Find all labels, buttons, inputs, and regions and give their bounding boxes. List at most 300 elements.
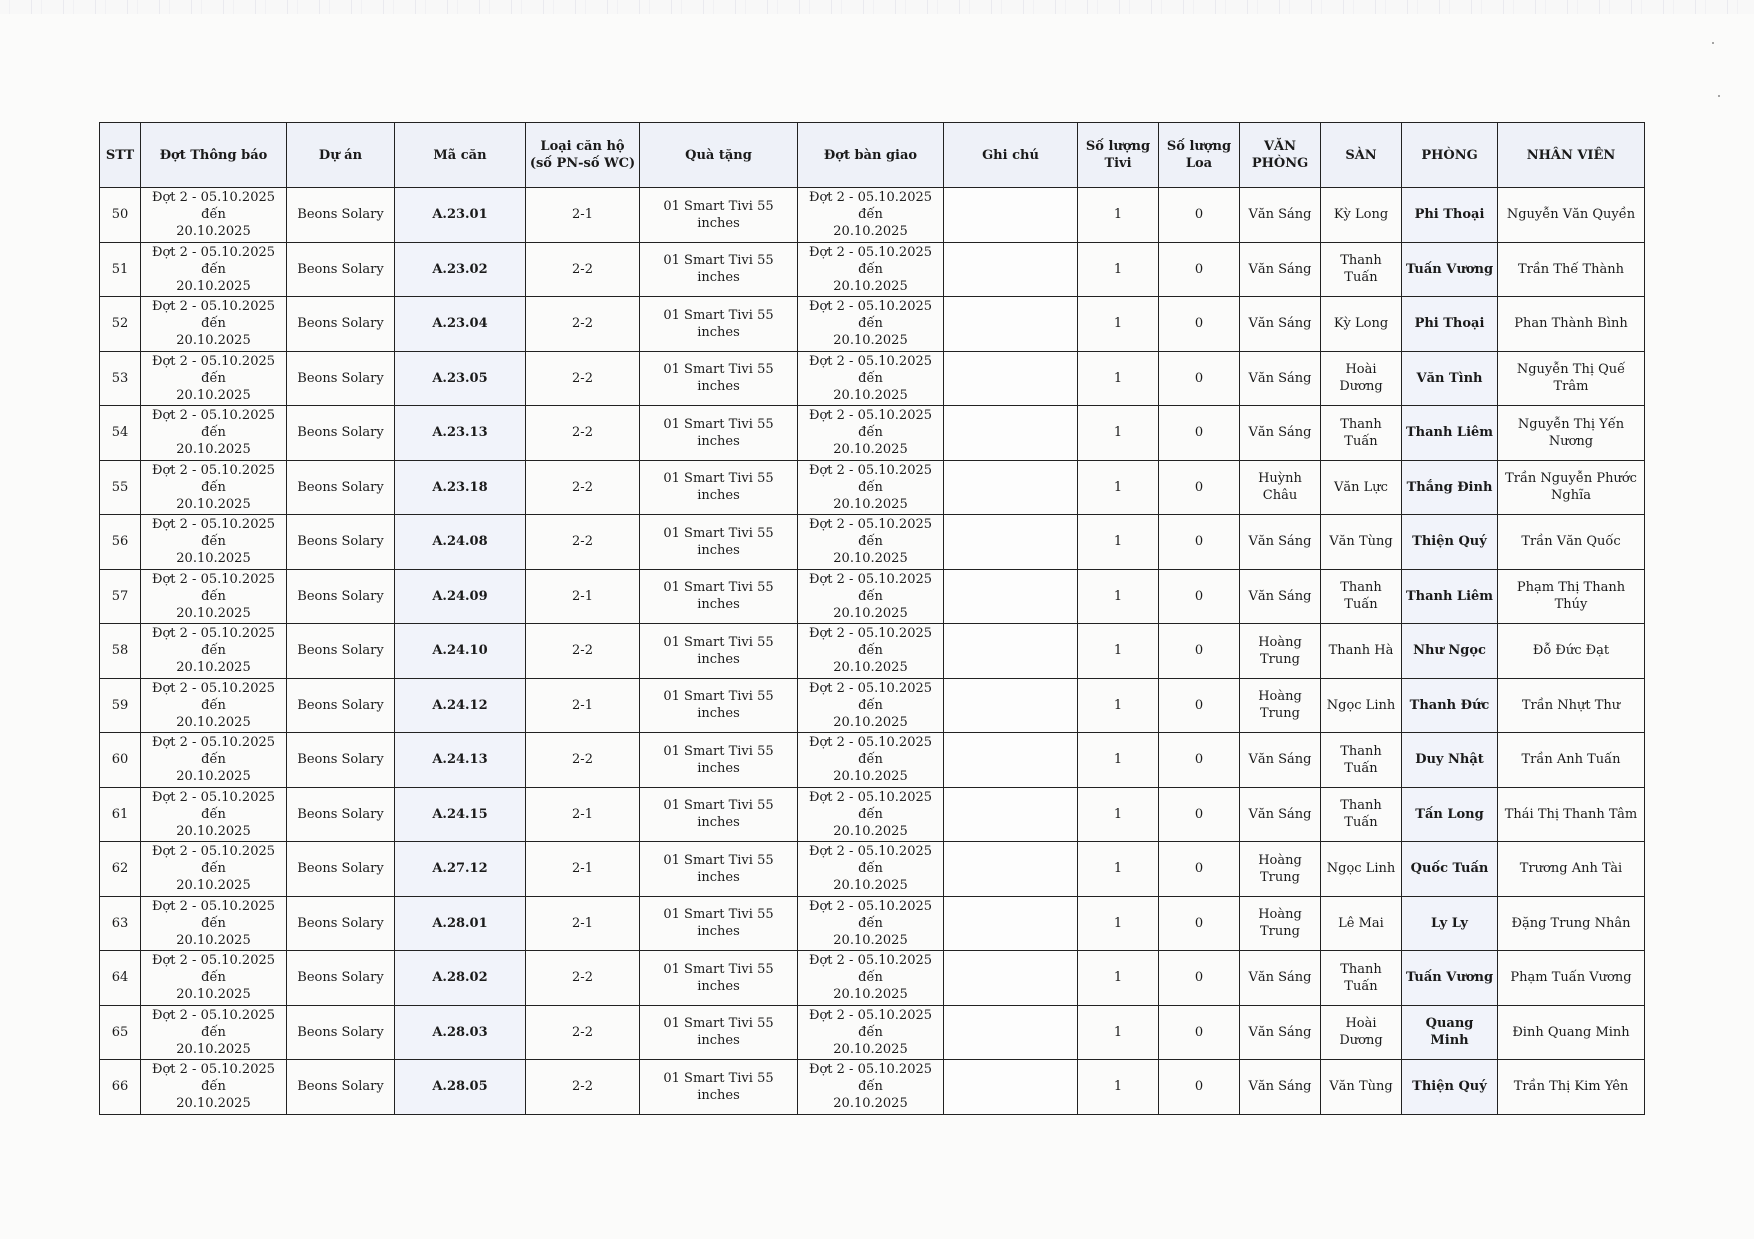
cell-handover: [798, 242, 944, 297]
cell-wave-line2: 20.10.2025: [176, 660, 251, 676]
cell-project: Beons Solary: [287, 787, 395, 842]
cell-speaker-qty: 0: [1159, 951, 1240, 1006]
cell-speaker-qty: 0: [1159, 515, 1240, 570]
cell-floor: Ngọc Linh: [1321, 842, 1402, 897]
cell-floor: Kỳ Long: [1321, 188, 1402, 243]
cell-office: Văn Sáng: [1240, 1005, 1321, 1060]
cell-unit-type: 2-1: [526, 569, 640, 624]
cell-wave-line1: Đợt 2 - 05.10.2025 đến: [151, 680, 276, 713]
cell-wave-line2: 20.10.2025: [176, 1096, 251, 1112]
cell-handover-line1: Đợt 2 - 05.10.2025 đến: [808, 1007, 933, 1040]
cell-stt: 53: [100, 351, 141, 406]
cell-project: Beons Solary: [287, 351, 395, 406]
cell-floor: Lê Mai: [1321, 896, 1402, 951]
cell-stt: 50: [100, 188, 141, 243]
cell-tv-qty: 1: [1078, 297, 1159, 352]
cell-wave-line1: Đợt 2 - 05.10.2025 đến: [151, 190, 276, 223]
cell-handover-line1: Đợt 2 - 05.10.2025 đến: [808, 299, 933, 332]
cell-room: Thiện Quý: [1402, 515, 1498, 570]
cell-staff: Phạm Tuấn Vương: [1498, 951, 1645, 1006]
cell-note: [944, 624, 1078, 679]
header-tv-qty-line2: Tivi: [1104, 156, 1132, 171]
cell-note: [944, 188, 1078, 243]
cell-wave: [141, 678, 287, 733]
cell-gift: 01 Smart Tivi 55 inches: [640, 297, 798, 352]
cell-project: Beons Solary: [287, 951, 395, 1006]
cell-unit-code: A.28.02: [395, 951, 526, 1006]
cell-unit-code: A.23.13: [395, 406, 526, 461]
cell-unit-code: A.28.05: [395, 1060, 526, 1115]
cell-unit-type: 2-2: [526, 1005, 640, 1060]
cell-handover: [798, 842, 944, 897]
cell-handover-line2: 20.10.2025: [833, 823, 908, 839]
cell-room: Ly Ly: [1402, 896, 1498, 951]
cell-project: Beons Solary: [287, 678, 395, 733]
cell-speaker-qty: 0: [1159, 460, 1240, 515]
cell-project: Beons Solary: [287, 460, 395, 515]
cell-stt: 60: [100, 733, 141, 788]
cell-stt: 65: [100, 1005, 141, 1060]
cell-project: Beons Solary: [287, 624, 395, 679]
cell-handover-line2: 20.10.2025: [833, 714, 908, 730]
cell-office: Hoàng Trung: [1240, 624, 1321, 679]
cell-unit-code: A.24.12: [395, 678, 526, 733]
cell-wave-line1: Đợt 2 - 05.10.2025 đến: [151, 353, 276, 386]
cell-handover-line2: 20.10.2025: [833, 769, 908, 785]
cell-tv-qty: 1: [1078, 188, 1159, 243]
cell-handover: [798, 1060, 944, 1115]
cell-tv-qty: 1: [1078, 1005, 1159, 1060]
cell-wave-line1: Đợt 2 - 05.10.2025 đến: [151, 844, 276, 877]
cell-gift: 01 Smart Tivi 55 inches: [640, 678, 798, 733]
cell-room: Thắng Đinh: [1402, 460, 1498, 515]
cell-wave: [141, 842, 287, 897]
cell-wave-line2: 20.10.2025: [176, 278, 251, 294]
header-row: [100, 123, 1645, 188]
header-floor: SÀN: [1321, 123, 1402, 188]
cell-wave-line2: 20.10.2025: [176, 496, 251, 512]
cell-handover: [798, 678, 944, 733]
cell-unit-type: 2-2: [526, 733, 640, 788]
cell-handover-line1: Đợt 2 - 05.10.2025 đến: [808, 571, 933, 604]
cell-unit-type: 2-2: [526, 951, 640, 1006]
cell-wave-line2: 20.10.2025: [176, 333, 251, 349]
cell-handover-line1: Đợt 2 - 05.10.2025 đến: [808, 953, 933, 986]
table-row: [100, 1060, 1645, 1115]
cell-gift: 01 Smart Tivi 55 inches: [640, 787, 798, 842]
cell-handover-line2: 20.10.2025: [833, 496, 908, 512]
cell-speaker-qty: 0: [1159, 569, 1240, 624]
cell-floor: Văn Tùng: [1321, 1060, 1402, 1115]
cell-unit-code: A.23.05: [395, 351, 526, 406]
cell-handover-line2: 20.10.2025: [833, 1096, 908, 1112]
cell-stt: 62: [100, 842, 141, 897]
cell-stt: 55: [100, 460, 141, 515]
table-row: [100, 624, 1645, 679]
scan-speck: [1718, 95, 1720, 97]
cell-floor: Thanh Tuấn: [1321, 951, 1402, 1006]
cell-room: Như Ngọc: [1402, 624, 1498, 679]
cell-handover: [798, 351, 944, 406]
cell-handover: [798, 515, 944, 570]
cell-tv-qty: 1: [1078, 624, 1159, 679]
cell-unit-code: A.27.12: [395, 842, 526, 897]
header-unit-type-line1: Loại căn hộ: [540, 139, 625, 154]
cell-gift: 01 Smart Tivi 55 inches: [640, 842, 798, 897]
cell-wave: [141, 1060, 287, 1115]
cell-gift: 01 Smart Tivi 55 inches: [640, 733, 798, 788]
header-staff: NHÂN VIÊN: [1498, 123, 1645, 188]
cell-unit-type: 2-1: [526, 896, 640, 951]
cell-tv-qty: 1: [1078, 896, 1159, 951]
cell-office: Văn Sáng: [1240, 406, 1321, 461]
cell-unit-code: A.24.10: [395, 624, 526, 679]
cell-wave-line2: 20.10.2025: [176, 1041, 251, 1057]
table-row: [100, 842, 1645, 897]
table-row: [100, 787, 1645, 842]
cell-wave: [141, 188, 287, 243]
header-gift: Quà tặng: [640, 123, 798, 188]
cell-unit-type: 2-1: [526, 842, 640, 897]
header-unit-type-line2: (số PN-số WC): [529, 156, 636, 171]
table-row: [100, 733, 1645, 788]
cell-speaker-qty: 0: [1159, 242, 1240, 297]
cell-wave-line1: Đợt 2 - 05.10.2025 đến: [151, 789, 276, 822]
cell-handover-line1: Đợt 2 - 05.10.2025 đến: [808, 1062, 933, 1095]
cell-tv-qty: 1: [1078, 678, 1159, 733]
cell-handover: [798, 406, 944, 461]
cell-wave: [141, 733, 287, 788]
cell-floor: Hoài Dương: [1321, 1005, 1402, 1060]
cell-note: [944, 678, 1078, 733]
cell-stt: 66: [100, 1060, 141, 1115]
cell-gift: 01 Smart Tivi 55 inches: [640, 515, 798, 570]
cell-gift: 01 Smart Tivi 55 inches: [640, 1005, 798, 1060]
cell-staff: Thái Thị Thanh Tâm: [1498, 787, 1645, 842]
cell-gift: 01 Smart Tivi 55 inches: [640, 896, 798, 951]
cell-handover-line2: 20.10.2025: [833, 987, 908, 1003]
header-note: Ghi chú: [944, 123, 1078, 188]
cell-room: Phi Thoại: [1402, 188, 1498, 243]
cell-handover: [798, 787, 944, 842]
cell-wave-line2: 20.10.2025: [176, 387, 251, 403]
cell-handover-line1: Đợt 2 - 05.10.2025 đến: [808, 789, 933, 822]
cell-handover-line2: 20.10.2025: [833, 333, 908, 349]
cell-wave-line2: 20.10.2025: [176, 551, 251, 567]
cell-handover-line1: Đợt 2 - 05.10.2025 đến: [808, 408, 933, 441]
cell-note: [944, 297, 1078, 352]
cell-staff: Nguyễn Thị Yến Nương: [1498, 406, 1645, 461]
cell-project: Beons Solary: [287, 515, 395, 570]
cell-office: Hoàng Trung: [1240, 678, 1321, 733]
cell-office: Văn Sáng: [1240, 951, 1321, 1006]
cell-wave-line1: Đợt 2 - 05.10.2025 đến: [151, 571, 276, 604]
cell-handover-line2: 20.10.2025: [833, 224, 908, 240]
cell-project: Beons Solary: [287, 1060, 395, 1115]
cell-handover-line2: 20.10.2025: [833, 605, 908, 621]
header-tv-qty: [1078, 123, 1159, 188]
table-row: [100, 460, 1645, 515]
cell-wave-line1: Đợt 2 - 05.10.2025 đến: [151, 1007, 276, 1040]
cell-tv-qty: 1: [1078, 515, 1159, 570]
cell-project: Beons Solary: [287, 297, 395, 352]
cell-floor: Thanh Hà: [1321, 624, 1402, 679]
cell-floor: Kỳ Long: [1321, 297, 1402, 352]
cell-staff: Đỗ Đức Đạt: [1498, 624, 1645, 679]
cell-wave-line1: Đợt 2 - 05.10.2025 đến: [151, 517, 276, 550]
table-row: [100, 896, 1645, 951]
cell-note: [944, 515, 1078, 570]
cell-gift: 01 Smart Tivi 55 inches: [640, 569, 798, 624]
cell-note: [944, 569, 1078, 624]
cell-staff: Trần Thế Thành: [1498, 242, 1645, 297]
cell-handover: [798, 733, 944, 788]
cell-wave-line1: Đợt 2 - 05.10.2025 đến: [151, 626, 276, 659]
cell-room: Phi Thoại: [1402, 297, 1498, 352]
cell-wave-line2: 20.10.2025: [176, 878, 251, 894]
cell-gift: 01 Smart Tivi 55 inches: [640, 351, 798, 406]
header-room: PHÒNG: [1402, 123, 1498, 188]
cell-gift: 01 Smart Tivi 55 inches: [640, 460, 798, 515]
cell-unit-code: A.24.13: [395, 733, 526, 788]
cell-stt: 59: [100, 678, 141, 733]
cell-tv-qty: 1: [1078, 787, 1159, 842]
cell-handover: [798, 297, 944, 352]
cell-speaker-qty: 0: [1159, 624, 1240, 679]
cell-room: Tuấn Vương: [1402, 951, 1498, 1006]
scan-edge-artifact: [0, 0, 1754, 14]
cell-unit-code: A.28.03: [395, 1005, 526, 1060]
cell-room: Quốc Tuấn: [1402, 842, 1498, 897]
cell-gift: 01 Smart Tivi 55 inches: [640, 406, 798, 461]
cell-wave: [141, 951, 287, 1006]
cell-room: Thiện Quý: [1402, 1060, 1498, 1115]
cell-floor: Văn Tùng: [1321, 515, 1402, 570]
cell-unit-code: A.23.02: [395, 242, 526, 297]
cell-tv-qty: 1: [1078, 842, 1159, 897]
cell-project: Beons Solary: [287, 896, 395, 951]
cell-gift: 01 Smart Tivi 55 inches: [640, 624, 798, 679]
cell-project: Beons Solary: [287, 842, 395, 897]
cell-handover-line1: Đợt 2 - 05.10.2025 đến: [808, 844, 933, 877]
cell-unit-type: 2-2: [526, 297, 640, 352]
cell-speaker-qty: 0: [1159, 1005, 1240, 1060]
cell-handover: [798, 951, 944, 1006]
cell-speaker-qty: 0: [1159, 406, 1240, 461]
cell-office: Văn Sáng: [1240, 733, 1321, 788]
cell-stt: 57: [100, 569, 141, 624]
cell-handover-line1: Đợt 2 - 05.10.2025 đến: [808, 190, 933, 223]
cell-unit-type: 2-2: [526, 1060, 640, 1115]
cell-handover-line1: Đợt 2 - 05.10.2025 đến: [808, 626, 933, 659]
cell-staff: Trần Nguyễn Phước Nghĩa: [1498, 460, 1645, 515]
cell-stt: 63: [100, 896, 141, 951]
cell-handover: [798, 188, 944, 243]
cell-office: Văn Sáng: [1240, 188, 1321, 243]
cell-staff: Trần Thị Kim Yên: [1498, 1060, 1645, 1115]
cell-unit-type: 2-2: [526, 351, 640, 406]
table-row: [100, 406, 1645, 461]
cell-wave-line2: 20.10.2025: [176, 932, 251, 948]
cell-staff: Trần Anh Tuấn: [1498, 733, 1645, 788]
gift-allocation-table: [99, 122, 1645, 1115]
cell-unit-code: A.23.18: [395, 460, 526, 515]
cell-office: Văn Sáng: [1240, 515, 1321, 570]
cell-wave-line2: 20.10.2025: [176, 605, 251, 621]
cell-floor: Thanh Tuấn: [1321, 787, 1402, 842]
cell-office: Văn Sáng: [1240, 242, 1321, 297]
cell-wave: [141, 297, 287, 352]
cell-room: Quang Minh: [1402, 1005, 1498, 1060]
cell-handover: [798, 569, 944, 624]
header-speaker-qty-line1: Số lượng: [1166, 139, 1232, 154]
cell-note: [944, 842, 1078, 897]
cell-wave-line1: Đợt 2 - 05.10.2025 đến: [151, 244, 276, 277]
cell-handover-line2: 20.10.2025: [833, 932, 908, 948]
cell-room: Tấn Long: [1402, 787, 1498, 842]
cell-unit-code: A.23.04: [395, 297, 526, 352]
scan-speck: [1712, 42, 1714, 44]
cell-wave-line1: Đợt 2 - 05.10.2025 đến: [151, 299, 276, 332]
cell-handover-line2: 20.10.2025: [833, 878, 908, 894]
header-handover: Đợt bàn giao: [798, 123, 944, 188]
cell-handover: [798, 1005, 944, 1060]
cell-staff: Đặng Trung Nhân: [1498, 896, 1645, 951]
cell-stt: 64: [100, 951, 141, 1006]
table-row: [100, 678, 1645, 733]
cell-wave: [141, 242, 287, 297]
table-row: [100, 188, 1645, 243]
cell-wave-line2: 20.10.2025: [176, 442, 251, 458]
cell-office: Văn Sáng: [1240, 297, 1321, 352]
cell-gift: 01 Smart Tivi 55 inches: [640, 188, 798, 243]
cell-note: [944, 951, 1078, 1006]
cell-unit-type: 2-1: [526, 678, 640, 733]
cell-speaker-qty: 0: [1159, 896, 1240, 951]
header-project: Dự án: [287, 123, 395, 188]
cell-handover-line1: Đợt 2 - 05.10.2025 đến: [808, 517, 933, 550]
cell-wave: [141, 569, 287, 624]
cell-wave: [141, 1005, 287, 1060]
cell-speaker-qty: 0: [1159, 1060, 1240, 1115]
cell-note: [944, 896, 1078, 951]
cell-speaker-qty: 0: [1159, 842, 1240, 897]
cell-floor: Thanh Tuấn: [1321, 569, 1402, 624]
table-row: [100, 951, 1645, 1006]
cell-office: Hoàng Trung: [1240, 896, 1321, 951]
cell-staff: Phạm Thị Thanh Thúy: [1498, 569, 1645, 624]
cell-tv-qty: 1: [1078, 351, 1159, 406]
cell-tv-qty: 1: [1078, 460, 1159, 515]
cell-handover: [798, 624, 944, 679]
cell-room: Văn Tình: [1402, 351, 1498, 406]
table-row: [100, 515, 1645, 570]
cell-wave-line1: Đợt 2 - 05.10.2025 đến: [151, 1062, 276, 1095]
cell-note: [944, 787, 1078, 842]
cell-unit-type: 2-2: [526, 406, 640, 461]
cell-staff: Trần Văn Quốc: [1498, 515, 1645, 570]
cell-gift: 01 Smart Tivi 55 inches: [640, 1060, 798, 1115]
cell-staff: Nguyễn Văn Quyền: [1498, 188, 1645, 243]
cell-staff: Nguyễn Thị Quế Trâm: [1498, 351, 1645, 406]
cell-room: Thanh Liêm: [1402, 569, 1498, 624]
table-row: [100, 351, 1645, 406]
cell-office: Văn Sáng: [1240, 569, 1321, 624]
cell-unit-type: 2-2: [526, 242, 640, 297]
cell-room: Thanh Đức: [1402, 678, 1498, 733]
header-speaker-qty: [1159, 123, 1240, 188]
cell-stt: 58: [100, 624, 141, 679]
cell-floor: Thanh Tuấn: [1321, 242, 1402, 297]
cell-speaker-qty: 0: [1159, 678, 1240, 733]
cell-wave-line2: 20.10.2025: [176, 987, 251, 1003]
header-wave: Đợt Thông báo: [141, 123, 287, 188]
table-row: [100, 569, 1645, 624]
cell-stt: 52: [100, 297, 141, 352]
cell-tv-qty: 1: [1078, 951, 1159, 1006]
cell-wave-line1: Đợt 2 - 05.10.2025 đến: [151, 408, 276, 441]
cell-floor: Thanh Tuấn: [1321, 733, 1402, 788]
cell-wave-line2: 20.10.2025: [176, 714, 251, 730]
cell-room: Tuấn Vương: [1402, 242, 1498, 297]
cell-gift: 01 Smart Tivi 55 inches: [640, 242, 798, 297]
cell-stt: 51: [100, 242, 141, 297]
cell-speaker-qty: 0: [1159, 733, 1240, 788]
cell-unit-code: A.28.01: [395, 896, 526, 951]
cell-handover-line1: Đợt 2 - 05.10.2025 đến: [808, 353, 933, 386]
cell-unit-type: 2-2: [526, 624, 640, 679]
cell-wave-line1: Đợt 2 - 05.10.2025 đến: [151, 898, 276, 931]
cell-wave-line2: 20.10.2025: [176, 823, 251, 839]
cell-stt: 54: [100, 406, 141, 461]
cell-project: Beons Solary: [287, 242, 395, 297]
cell-wave: [141, 624, 287, 679]
cell-speaker-qty: 0: [1159, 188, 1240, 243]
cell-wave-line1: Đợt 2 - 05.10.2025 đến: [151, 462, 276, 495]
cell-office: Văn Sáng: [1240, 1060, 1321, 1115]
header-office-line2: PHÒNG: [1251, 156, 1309, 171]
cell-wave: [141, 406, 287, 461]
cell-handover-line2: 20.10.2025: [833, 1041, 908, 1057]
cell-unit-type: 2-1: [526, 188, 640, 243]
cell-note: [944, 733, 1078, 788]
cell-handover-line1: Đợt 2 - 05.10.2025 đến: [808, 735, 933, 768]
cell-staff: Đinh Quang Minh: [1498, 1005, 1645, 1060]
cell-stt: 56: [100, 515, 141, 570]
cell-project: Beons Solary: [287, 733, 395, 788]
header-stt: STT: [100, 123, 141, 188]
cell-staff: Trương Anh Tài: [1498, 842, 1645, 897]
cell-project: Beons Solary: [287, 188, 395, 243]
cell-office: Văn Sáng: [1240, 787, 1321, 842]
cell-speaker-qty: 0: [1159, 787, 1240, 842]
cell-floor: Thanh Tuấn: [1321, 406, 1402, 461]
cell-floor: Hoài Dương: [1321, 351, 1402, 406]
cell-tv-qty: 1: [1078, 1060, 1159, 1115]
header-office: [1240, 123, 1321, 188]
cell-note: [944, 1060, 1078, 1115]
cell-unit-code: A.24.08: [395, 515, 526, 570]
cell-tv-qty: 1: [1078, 569, 1159, 624]
table-row: [100, 242, 1645, 297]
table-row: [100, 297, 1645, 352]
cell-tv-qty: 1: [1078, 733, 1159, 788]
cell-unit-type: 2-2: [526, 460, 640, 515]
cell-floor: Ngọc Linh: [1321, 678, 1402, 733]
cell-wave-line2: 20.10.2025: [176, 769, 251, 785]
cell-note: [944, 406, 1078, 461]
cell-note: [944, 351, 1078, 406]
